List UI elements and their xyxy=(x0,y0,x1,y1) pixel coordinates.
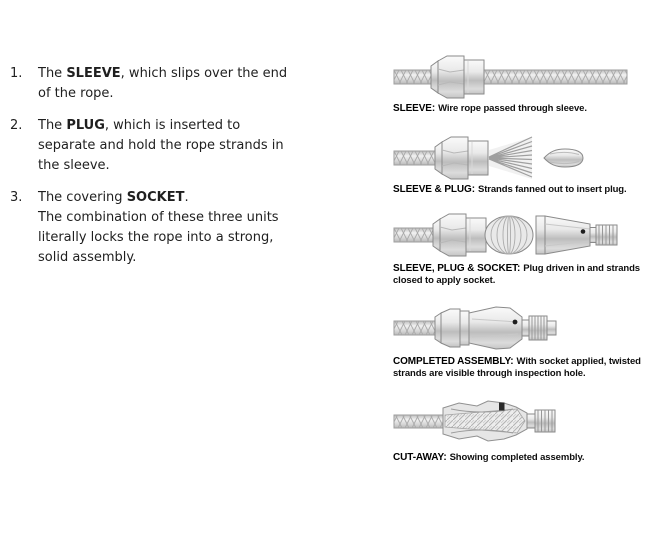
list-item-text: The SLEEVE, which slips over the end of the rope. xyxy=(38,66,288,101)
figure-sleeve-plug-socket xyxy=(393,212,647,286)
inspection-hole xyxy=(581,229,586,234)
fanned-strands xyxy=(489,137,532,179)
inspection-hole xyxy=(513,320,518,325)
wire-rope xyxy=(394,321,441,335)
list-item-text: The covering SOCKET. The combination of these three units literally locks the rope into a strong, solid assembly. xyxy=(38,190,279,265)
figure-caption: CUT-AWAY: Showing completed assembly. xyxy=(393,452,585,463)
figure-label: SLEEVE & PLUG: xyxy=(393,184,475,195)
sleeve-part xyxy=(435,309,469,347)
figure-cut-away xyxy=(393,396,647,464)
figure-label: SLEEVE: xyxy=(393,103,436,114)
sleeve-part xyxy=(435,137,488,179)
sleeve-part xyxy=(431,56,484,98)
figure-label: COMPLETED ASSEMBLY: xyxy=(393,356,514,367)
wire-rope xyxy=(394,151,435,165)
plug-part xyxy=(544,149,583,167)
figure-caption: SLEEVE: Wire rope passed through sleeve. xyxy=(393,103,587,114)
cut-away-illustration xyxy=(393,396,573,446)
wire-rope xyxy=(394,70,627,84)
completed-assembly-illustration xyxy=(393,303,565,353)
list-item-text: The PLUG, which is inserted to separate and hold the rope strands in the sleeve. xyxy=(38,118,284,173)
cut-away-body xyxy=(443,401,555,441)
sleeve-part xyxy=(433,214,486,256)
figure-label: SLEEVE, PLUG & SOCKET: xyxy=(393,263,521,274)
figure-sleeve-plug xyxy=(393,135,647,196)
cut-away-notch xyxy=(499,403,505,411)
figure-caption: SLEEVE & PLUG: Strands fanned out to insert plug. xyxy=(393,184,627,195)
list-item-number: 1. xyxy=(10,66,23,81)
list-item-plug xyxy=(10,116,360,176)
figure-completed-assembly xyxy=(393,303,647,379)
figure-sleeve xyxy=(393,54,647,115)
sleeve-plug-illustration xyxy=(393,135,630,181)
wire-rope xyxy=(394,228,433,242)
list-item-socket xyxy=(10,188,360,268)
socket-part xyxy=(536,216,617,254)
sleeve-plug-socket-illustration xyxy=(393,212,623,258)
figure-label: CUT-AWAY: xyxy=(393,452,447,463)
figure-caption: COMPLETED ASSEMBLY: With socket applied, twisted strands are visible through inspection hole. xyxy=(393,356,641,379)
closed-strands-bulb xyxy=(485,216,533,254)
list-item-sleeve xyxy=(10,64,360,104)
instruction-list xyxy=(10,64,360,280)
wire-rope xyxy=(394,415,445,428)
list-item-number: 3. xyxy=(10,190,23,205)
socket-part xyxy=(469,307,556,349)
sleeve-illustration xyxy=(393,54,630,100)
figure-caption: SLEEVE, PLUG & SOCKET: Plug driven in and strands closed to apply socket. xyxy=(393,263,640,286)
list-item-number: 2. xyxy=(10,118,23,133)
